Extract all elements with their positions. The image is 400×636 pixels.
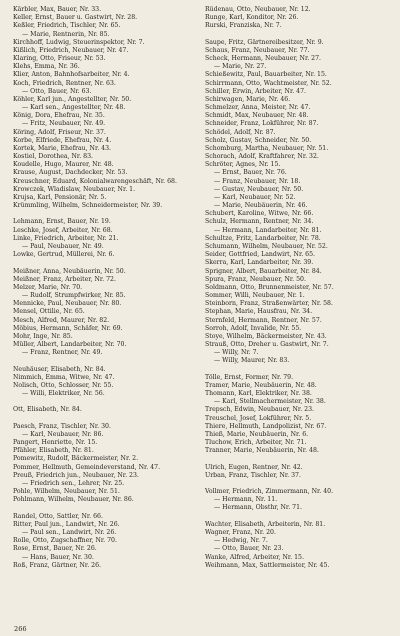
directory-entry: Schröter, Agnes, Nr. 15. bbox=[205, 161, 281, 169]
directory-entry: Klier, Anton, Bahnhofsarbeiter, Nr. 4. bbox=[13, 71, 130, 79]
directory-entry: Pohlmann, Wilhelm, Neubauer, Nr. 86. bbox=[13, 496, 134, 504]
directory-entry: — Marie, Rentnerin, Nr. 85. bbox=[22, 30, 110, 38]
directory-entry: Schumann, Wilhelm, Neubauer, Nr. 52. bbox=[205, 242, 328, 250]
directory-entry: — Hans, Bauer, Nr. 30. bbox=[22, 553, 94, 561]
directory-entry: Köhler, Karl jun., Angestellter, Nr. 50. bbox=[13, 95, 132, 103]
directory-entry: Leschke, Josef, Arbeiter, Nr. 68. bbox=[13, 226, 113, 234]
directory-entry: Skerra, Karl, Landarbeiter, Nr. 39. bbox=[205, 259, 314, 267]
directory-entry: Rüdenau, Otto, Neubauer, Nr. 12. bbox=[205, 6, 311, 13]
directory-entry: Pohle, Wilhelm, Neubauer, Nr. 51. bbox=[13, 488, 120, 496]
directory-entry: Krowczek, Wladislaw, Neubauer, Nr. 1. bbox=[13, 185, 136, 193]
directory-entry: Kostiel, Dorothea, Nr. 83. bbox=[13, 153, 93, 161]
directory-entry: Wanke, Alfred, Arbeiter, Nr. 15. bbox=[205, 553, 304, 561]
directory-entry: Scheck, Hermann, Neubauer, Nr. 27. bbox=[205, 55, 322, 63]
directory-entry: Schulz, Hermann, Rentner, Nr. 34. bbox=[205, 218, 314, 226]
directory-entry: Mesch, Alfred, Maurer, Nr. 82. bbox=[13, 316, 110, 324]
directory-entry: Ritter, Paul jun., Landwirt, Nr. 26. bbox=[13, 520, 120, 528]
directory-entry: Saupe, Fritz, Gärtnereibesitzer, Nr. 9. bbox=[205, 38, 324, 46]
directory-entry: Seider, Gottfried, Landwirt, Nr. 65. bbox=[205, 251, 315, 259]
directory-entry: Kortek, Marie, Ehefrau, Nr. 43. bbox=[13, 144, 112, 152]
directory-entry: Urban, Franz, Tischler, Nr. 37. bbox=[205, 471, 301, 479]
directory-entry: — Rudolf, Strumpfwirker, Nr. 85. bbox=[22, 292, 126, 300]
directory-entry: Schaus, Franz, Neubauer, Nr. 77. bbox=[205, 46, 310, 54]
directory-entry: Klaring, Otto, Friseur, Nr. 53. bbox=[13, 55, 106, 63]
directory-entry: — Willi, Elektriker, Nr. 56. bbox=[22, 390, 105, 398]
section-gap bbox=[205, 513, 395, 521]
directory-entry: — Karl, Stellmachermeister, Nr. 38. bbox=[214, 398, 326, 406]
directory-entry: — Hedwig, Nr. 7. bbox=[214, 537, 268, 545]
directory-entry: — Willy, Maurer, Nr. 83. bbox=[214, 357, 290, 365]
directory-entry: Soldmann, Otto, Brunnenmeister, Nr. 57. bbox=[205, 283, 334, 291]
left-column bbox=[13, 6, 205, 570]
directory-entry: Stephan, Marie, Hausfrau, Nr. 34. bbox=[205, 308, 313, 316]
directory-entry: Thiere, Hellmuth, Landpolizist, Nr. 67. bbox=[205, 422, 327, 430]
directory-entry: Roß, Franz, Gärtner, Nr. 26. bbox=[13, 561, 101, 569]
right-column bbox=[205, 6, 395, 570]
page-number: 266 bbox=[14, 625, 27, 633]
directory-entry: Schirwagen, Marie, Nr. 46. bbox=[205, 95, 291, 103]
directory-entry: Kirchhoff, Ludwig, Steuerinspektor, Nr. 7. bbox=[13, 38, 145, 46]
directory-entry: — Hermann, Obsthr, Nr. 71. bbox=[214, 504, 302, 512]
directory-entry: Lehmann, Ernst, Bauer, Nr. 19. bbox=[13, 218, 111, 226]
directory-entry: Sprigner, Albert, Bauarbeiter, Nr. 84. bbox=[205, 267, 322, 275]
directory-entry: Vollmer, Friedrich, Zimmermann, Nr. 40. bbox=[205, 488, 334, 496]
directory-entry: Thomann, Karl, Elektriker, Nr. 38. bbox=[205, 390, 312, 398]
directory-entry: — Willy, Nr. 7. bbox=[214, 349, 259, 357]
section-gap bbox=[13, 259, 205, 267]
directory-entry: Linke, Friedrich, Arbeiter, Nr. 21. bbox=[13, 234, 119, 242]
directory-entry: — Friedrich sen., Lehrer, Nr. 25. bbox=[22, 479, 125, 487]
directory-entry: Pomewitz, Rudolf, Bäckermeister, Nr. 2. bbox=[13, 455, 139, 463]
directory-entry: Kreuschner, Eduard, Kolonialwarengeschäft, Nr. 68. bbox=[13, 177, 177, 185]
directory-entry: Wachter, Elisabeth, Arbeiterin, Nr. 81. bbox=[205, 520, 326, 528]
directory-entry: Pangert, Henriette, Nr. 15. bbox=[13, 439, 98, 447]
directory-entry: Schödel, Adolf, Nr. 87. bbox=[205, 128, 276, 136]
directory-entry: Schubert, Karoline, Witwe, Nr. 66. bbox=[205, 210, 314, 218]
directory-entry: Nolisch, Otto, Schlosser, Nr. 55. bbox=[13, 381, 114, 389]
section-gap bbox=[13, 398, 205, 406]
directory-entry: — Marie, Neubäuerin, Nr. 46. bbox=[214, 202, 308, 210]
directory-entry: Kißlich, Friedrich, Neubauer, Nr. 47. bbox=[13, 46, 129, 54]
directory-entry: Schomburg, Martha, Neubauer, Nr. 51. bbox=[205, 144, 329, 152]
directory-entry: Runge, Karl, Konditor, Nr. 26. bbox=[205, 14, 299, 22]
directory-entry: Pommer, Hellmuth, Gemeindeverstand, Nr. 47. bbox=[13, 463, 161, 471]
directory-entry: König, Dora, Ehefrau, Nr. 35. bbox=[13, 112, 105, 120]
directory-entry: Schorach, Adolf, Kraftfahrer, Nr. 32. bbox=[205, 153, 319, 161]
directory-entry: Melzer, Marie, Nr. 70. bbox=[13, 283, 83, 291]
directory-entry: Weihmann, Max, Sattlermeister, Nr. 45. bbox=[205, 561, 330, 569]
directory-entry: Krujsa, Karl, Pensionär, Nr. 5. bbox=[13, 193, 107, 201]
section-gap bbox=[13, 504, 205, 512]
directory-entry: Treuschel, Josef, Lokführer, Nr. 5. bbox=[205, 414, 312, 422]
directory-entry: Spura, Franz, Neubauer, Nr. 50. bbox=[205, 275, 306, 283]
directory-entry: Tramer, Marie, Neubäuerin, Nr. 48. bbox=[205, 381, 317, 389]
directory-entry: Koudelle, Hugo, Maurer, Nr. 48. bbox=[13, 161, 114, 169]
directory-entry: Kärbler, Max, Bauer, Nr. 33. bbox=[13, 6, 102, 13]
directory-entry: — Karl sen., Angestellter, Nr. 48. bbox=[22, 104, 126, 112]
directory-entry: — Franz, Neubauer, Nr. 18. bbox=[214, 177, 301, 185]
directory-entry: Mensel, Ottilie, Nr. 65. bbox=[13, 308, 85, 316]
directory-entry: Neuhäuser, Elisabeth, Nr. 84. bbox=[13, 365, 106, 373]
section-gap bbox=[13, 210, 205, 218]
directory-entry: Krause, August, Dachdecker, Nr. 53. bbox=[13, 169, 128, 177]
directory-entry: — Marie, Nr. 27. bbox=[214, 63, 267, 71]
directory-entry: Pfähler, Elisabeth, Nr. 81. bbox=[13, 447, 94, 455]
directory-entry: Wagner, Franz, Nr. 20. bbox=[205, 529, 276, 536]
directory-entry: Trepsch, Edwin, Neubauer, Nr. 23. bbox=[205, 406, 314, 414]
directory-entry: — Ernst, Bauer, Nr. 76. bbox=[214, 169, 287, 177]
directory-entry: Meißner, Anna, Neubäuerin, Nr. 50. bbox=[13, 267, 126, 275]
section-gap bbox=[205, 480, 395, 488]
directory-entry: Nimmich, Emma, Witwe, Nr. 47. bbox=[13, 373, 115, 381]
directory-entry: Ott, Elisabeth, Nr. 84. bbox=[13, 406, 82, 414]
section-gap bbox=[205, 366, 395, 374]
directory-entry: Krümmling, Wilhelm, Schneidermeister, Nr. 39. bbox=[13, 202, 163, 210]
directory-entry: Schmelzer, Anna, Meister, Nr. 47. bbox=[205, 104, 311, 112]
directory-entry: — Karl, Neubauer, Nr. 52. bbox=[214, 193, 296, 201]
directory-entry: Schultze, Fritz, Landarbeiter, Nr. 78. bbox=[205, 234, 321, 242]
directory-entry: Steinborn, Franz, Straßenwärter, Nr. 58. bbox=[205, 300, 333, 308]
directory-entry: — Fritz, Neubauer, Nr. 49. bbox=[22, 120, 106, 128]
directory-entry: — Franz, Rentner, Nr. 49. bbox=[22, 349, 103, 357]
directory-entry: Klehs, Emma, Nr. 36. bbox=[13, 63, 80, 71]
directory-entry: — Otto, Bauer, Nr. 23. bbox=[214, 545, 284, 553]
directory-entry: — Paul sen., Landwirt, Nr. 26. bbox=[22, 529, 117, 536]
directory-entry: — Paul, Neubauer, Nr. 49. bbox=[22, 242, 104, 250]
directory-entry: Scholz, Gustav, Schneider, Nr. 50. bbox=[205, 136, 312, 144]
directory-entry: — Karl, Neubauer, Nr. 86. bbox=[22, 430, 104, 438]
directory-entry: Tranner, Marie, Neubäuerin, Nr. 48. bbox=[205, 447, 319, 455]
directory-entry: Schmidt, Max, Neubauer, Nr. 48. bbox=[205, 112, 309, 120]
directory-entry: Sorroh, Adolf, Invalide, Nr. 55. bbox=[205, 324, 302, 332]
section-gap bbox=[205, 455, 395, 463]
directory-entry: Paesch, Franz, Tischler, Nr. 30. bbox=[13, 422, 111, 430]
directory-entry: — Hermann, Nr. 11. bbox=[214, 496, 278, 504]
directory-entry: Mohr, Inge, Nr. 85. bbox=[13, 332, 73, 340]
directory-entry: Koch, Friedrich, Rentner, Nr. 63. bbox=[13, 79, 116, 87]
directory-entry: — Gustav, Neubauer, Nr. 50. bbox=[214, 185, 304, 193]
directory-entry: Schirrmann, Otto, Wachtmeister, Nr. 52. bbox=[205, 79, 332, 87]
section-gap bbox=[205, 31, 395, 39]
directory-entry: Sommer, Willi, Neubauer, Nr. 1. bbox=[205, 292, 305, 300]
directory-entry: Meißner, Franz, Arbeiter, Nr. 72. bbox=[13, 275, 116, 283]
directory-entry: Schiller, Erwin, Arbeiter, Nr. 47. bbox=[205, 87, 307, 95]
directory-entry: — Otto, Bauer, Nr. 63. bbox=[22, 87, 92, 95]
directory-entry: Randel, Otto, Sattler, Nr. 66. bbox=[13, 512, 103, 520]
section-gap bbox=[13, 357, 205, 365]
directory-entry: Keller, Ernst, Bauer u. Gastwirt, Nr. 28. bbox=[13, 14, 138, 22]
directory-entry: Müller, Albert, Landarbeiter, Nr. 70. bbox=[13, 341, 127, 349]
directory-entry: — Hermann, Landarbeiter, Nr. 81. bbox=[214, 226, 322, 234]
directory-entry: Ulrich, Eugen, Rentner, Nr. 42. bbox=[205, 463, 303, 471]
directory-entry: Preuß, Friedrich jun., Neubauer, Nr. 23. bbox=[13, 471, 139, 479]
directory-entry: Rose, Ernst, Bauer, Nr. 26. bbox=[13, 545, 97, 553]
directory-entry: Schneider, Franz, Lokführer, Nr. 87. bbox=[205, 120, 319, 128]
section-gap bbox=[13, 415, 205, 423]
directory-entry: Strauß, Otto, Dreher u. Gastwirt, Nr. 7. bbox=[205, 341, 329, 349]
directory-entry: Stoye, Wilhelm, Bäckermeister, Nr. 43. bbox=[205, 332, 327, 340]
directory-entry: Thieß, Marie, Neubäuerin, Nr. 6. bbox=[205, 430, 309, 438]
directory-entry: Tluchow, Erich, Arbeiter, Nr. 71. bbox=[205, 439, 307, 447]
directory-entry: Tölle, Ernst, Former, Nr. 79. bbox=[205, 373, 294, 381]
directory-entry: Sternfeld, Hermann, Rentner, Nr. 57. bbox=[205, 316, 322, 324]
directory-entry: Lowke, Gertrud, Müllerei, Nr. 6. bbox=[13, 251, 115, 259]
directory-entry: Schießewitz, Paul, Bauarbeiter, Nr. 15. bbox=[205, 71, 327, 79]
directory-entry: Rurski, Franziska, Nr. 7. bbox=[205, 22, 282, 30]
directory-entry: Korbe, Elfriede, Ehefrau, Nr. 4. bbox=[13, 136, 112, 144]
directory-entry: Keßler, Friedrich, Tischler, Nr. 65. bbox=[13, 22, 121, 30]
directory-entry: Möbius, Hermann, Schäfer, Nr. 69. bbox=[13, 324, 123, 332]
directory-entry: Köring, Adolf, Friseur, Nr. 37. bbox=[13, 128, 106, 136]
directory-entry: Rolle, Otto, Zugschaffner, Nr. 70. bbox=[13, 537, 117, 545]
directory-entry: Mennicke, Paul, Neubauer, Nr. 80. bbox=[13, 300, 122, 308]
